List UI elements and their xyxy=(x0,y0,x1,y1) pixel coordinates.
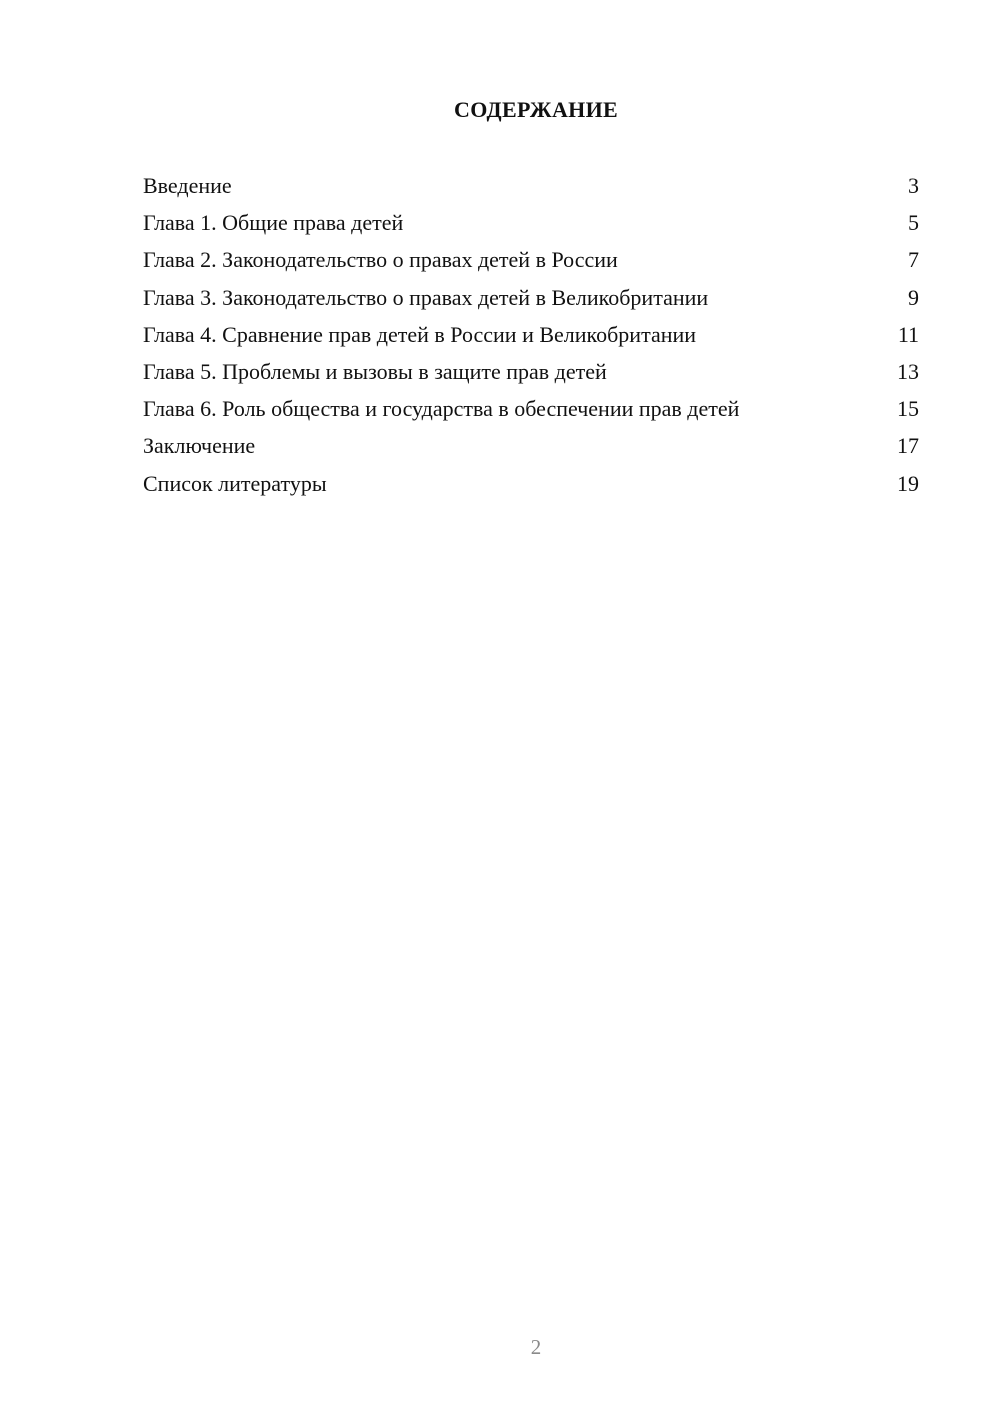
toc-entry-title: Глава 4. Сравнение прав детей в России и Великобритании xyxy=(143,321,697,347)
toc-entry-title: Введение xyxy=(143,173,232,198)
toc-entry xyxy=(143,204,919,241)
toc-entry-title: Заключение xyxy=(143,433,256,459)
toc-entry-title: Глава 3. Законодательство о правах детей в Великобритании xyxy=(143,284,709,310)
toc-entry xyxy=(143,241,919,278)
table-of-contents xyxy=(143,167,919,502)
toc-entry xyxy=(143,167,919,204)
toc-entry-page: 19 xyxy=(897,470,919,496)
toc-entry-title: Глава 1. Общие права детей xyxy=(143,210,404,236)
toc-entry xyxy=(143,353,919,390)
toc-entry-title: Глава 2. Законодательство о правах детей в России xyxy=(143,247,618,273)
toc-entry-page: 11 xyxy=(897,321,919,347)
toc-entry-page: 15 xyxy=(897,396,919,422)
toc-entry xyxy=(143,465,919,502)
toc-entry-title: Список литературы xyxy=(143,470,327,496)
toc-entry-page: 3 xyxy=(908,173,919,198)
toc-entry-page: 5 xyxy=(908,210,919,236)
toc-entry-page: 13 xyxy=(897,358,919,384)
toc-entry xyxy=(143,390,919,427)
toc-entry-page: 7 xyxy=(908,247,919,273)
toc-entry-title: Глава 6. Роль общества и государства в обеспечении прав детей xyxy=(143,396,740,422)
toc-entry-title: Глава 5. Проблемы и вызовы в защите прав детей xyxy=(143,358,607,384)
toc-entry xyxy=(143,279,919,316)
toc-entry-page: 17 xyxy=(897,433,919,459)
toc-entry-page: 9 xyxy=(908,284,919,310)
page-title: СОДЕРЖАНИЕ xyxy=(454,97,618,122)
toc-entry xyxy=(143,316,919,353)
page-number: 2 xyxy=(530,1335,542,1359)
toc-entry xyxy=(143,427,919,464)
